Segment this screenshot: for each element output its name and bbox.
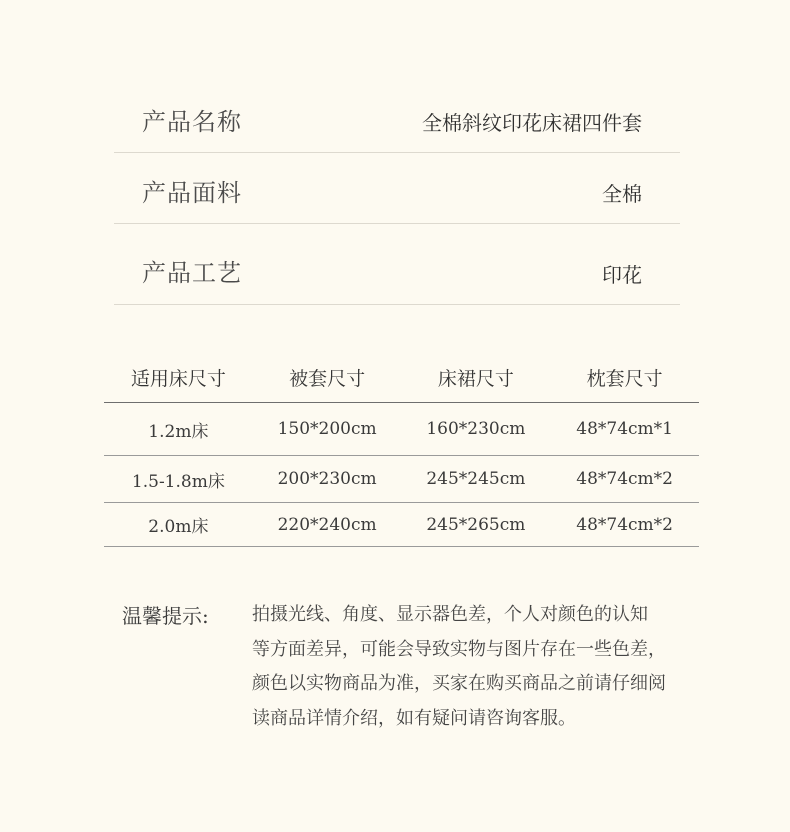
info-row-name <box>114 96 680 153</box>
tip-title: 温馨提示: <box>122 604 209 628</box>
info-label-craft: 产品工艺 <box>142 259 242 287</box>
header-bedskirt-size: 床裙尺寸 <box>402 352 551 403</box>
info-label-name: 产品名称 <box>142 108 242 136</box>
table-cell: 1.2m床 <box>104 403 253 456</box>
tip-line: 拍摄光线、角度、显示器色差，个人对颜色的认知 <box>252 604 648 625</box>
header-pillowcase-size: 枕套尺寸 <box>550 352 699 403</box>
info-value-name: 全棉斜纹印花床裙四件套 <box>422 111 642 135</box>
info-value-craft: 印花 <box>602 263 642 287</box>
tip-line: 等方面差异，可能会导致实物与图片存在一些色差， <box>252 638 666 660</box>
header-duvet-size: 被套尺寸 <box>253 352 402 403</box>
table-cell: 245*245cm <box>402 456 551 503</box>
table-row <box>104 403 699 456</box>
info-label-fabric: 产品面料 <box>142 179 242 207</box>
tip-text <box>252 598 672 736</box>
tip-line: 颜色以实物商品为准，买家在购买商品之前请仔细阅 <box>252 673 666 694</box>
table-cell: 48*74cm*2 <box>550 503 699 547</box>
table-cell: 150*200cm <box>253 403 402 456</box>
info-row-fabric <box>114 152 680 224</box>
table-cell: 245*265cm <box>402 503 551 547</box>
table-cell: 160*230cm <box>402 403 551 456</box>
tip-line: 读商品详情介绍，如有疑问请咨询客服。 <box>252 707 576 729</box>
size-table-header <box>104 352 699 403</box>
table-row <box>104 503 699 547</box>
size-table <box>104 352 699 547</box>
table-cell: 1.5-1.8m床 <box>104 456 253 503</box>
header-bed-size: 适用床尺寸 <box>104 352 253 403</box>
table-cell: 48*74cm*2 <box>550 456 699 503</box>
table-cell: 48*74cm*1 <box>550 403 699 456</box>
table-cell: 200*230cm <box>253 456 402 503</box>
info-row-craft <box>114 223 680 305</box>
table-row <box>104 456 699 503</box>
table-cell: 2.0m床 <box>104 503 253 547</box>
info-value-fabric: 全棉 <box>602 182 642 206</box>
table-cell: 220*240cm <box>253 503 402 547</box>
